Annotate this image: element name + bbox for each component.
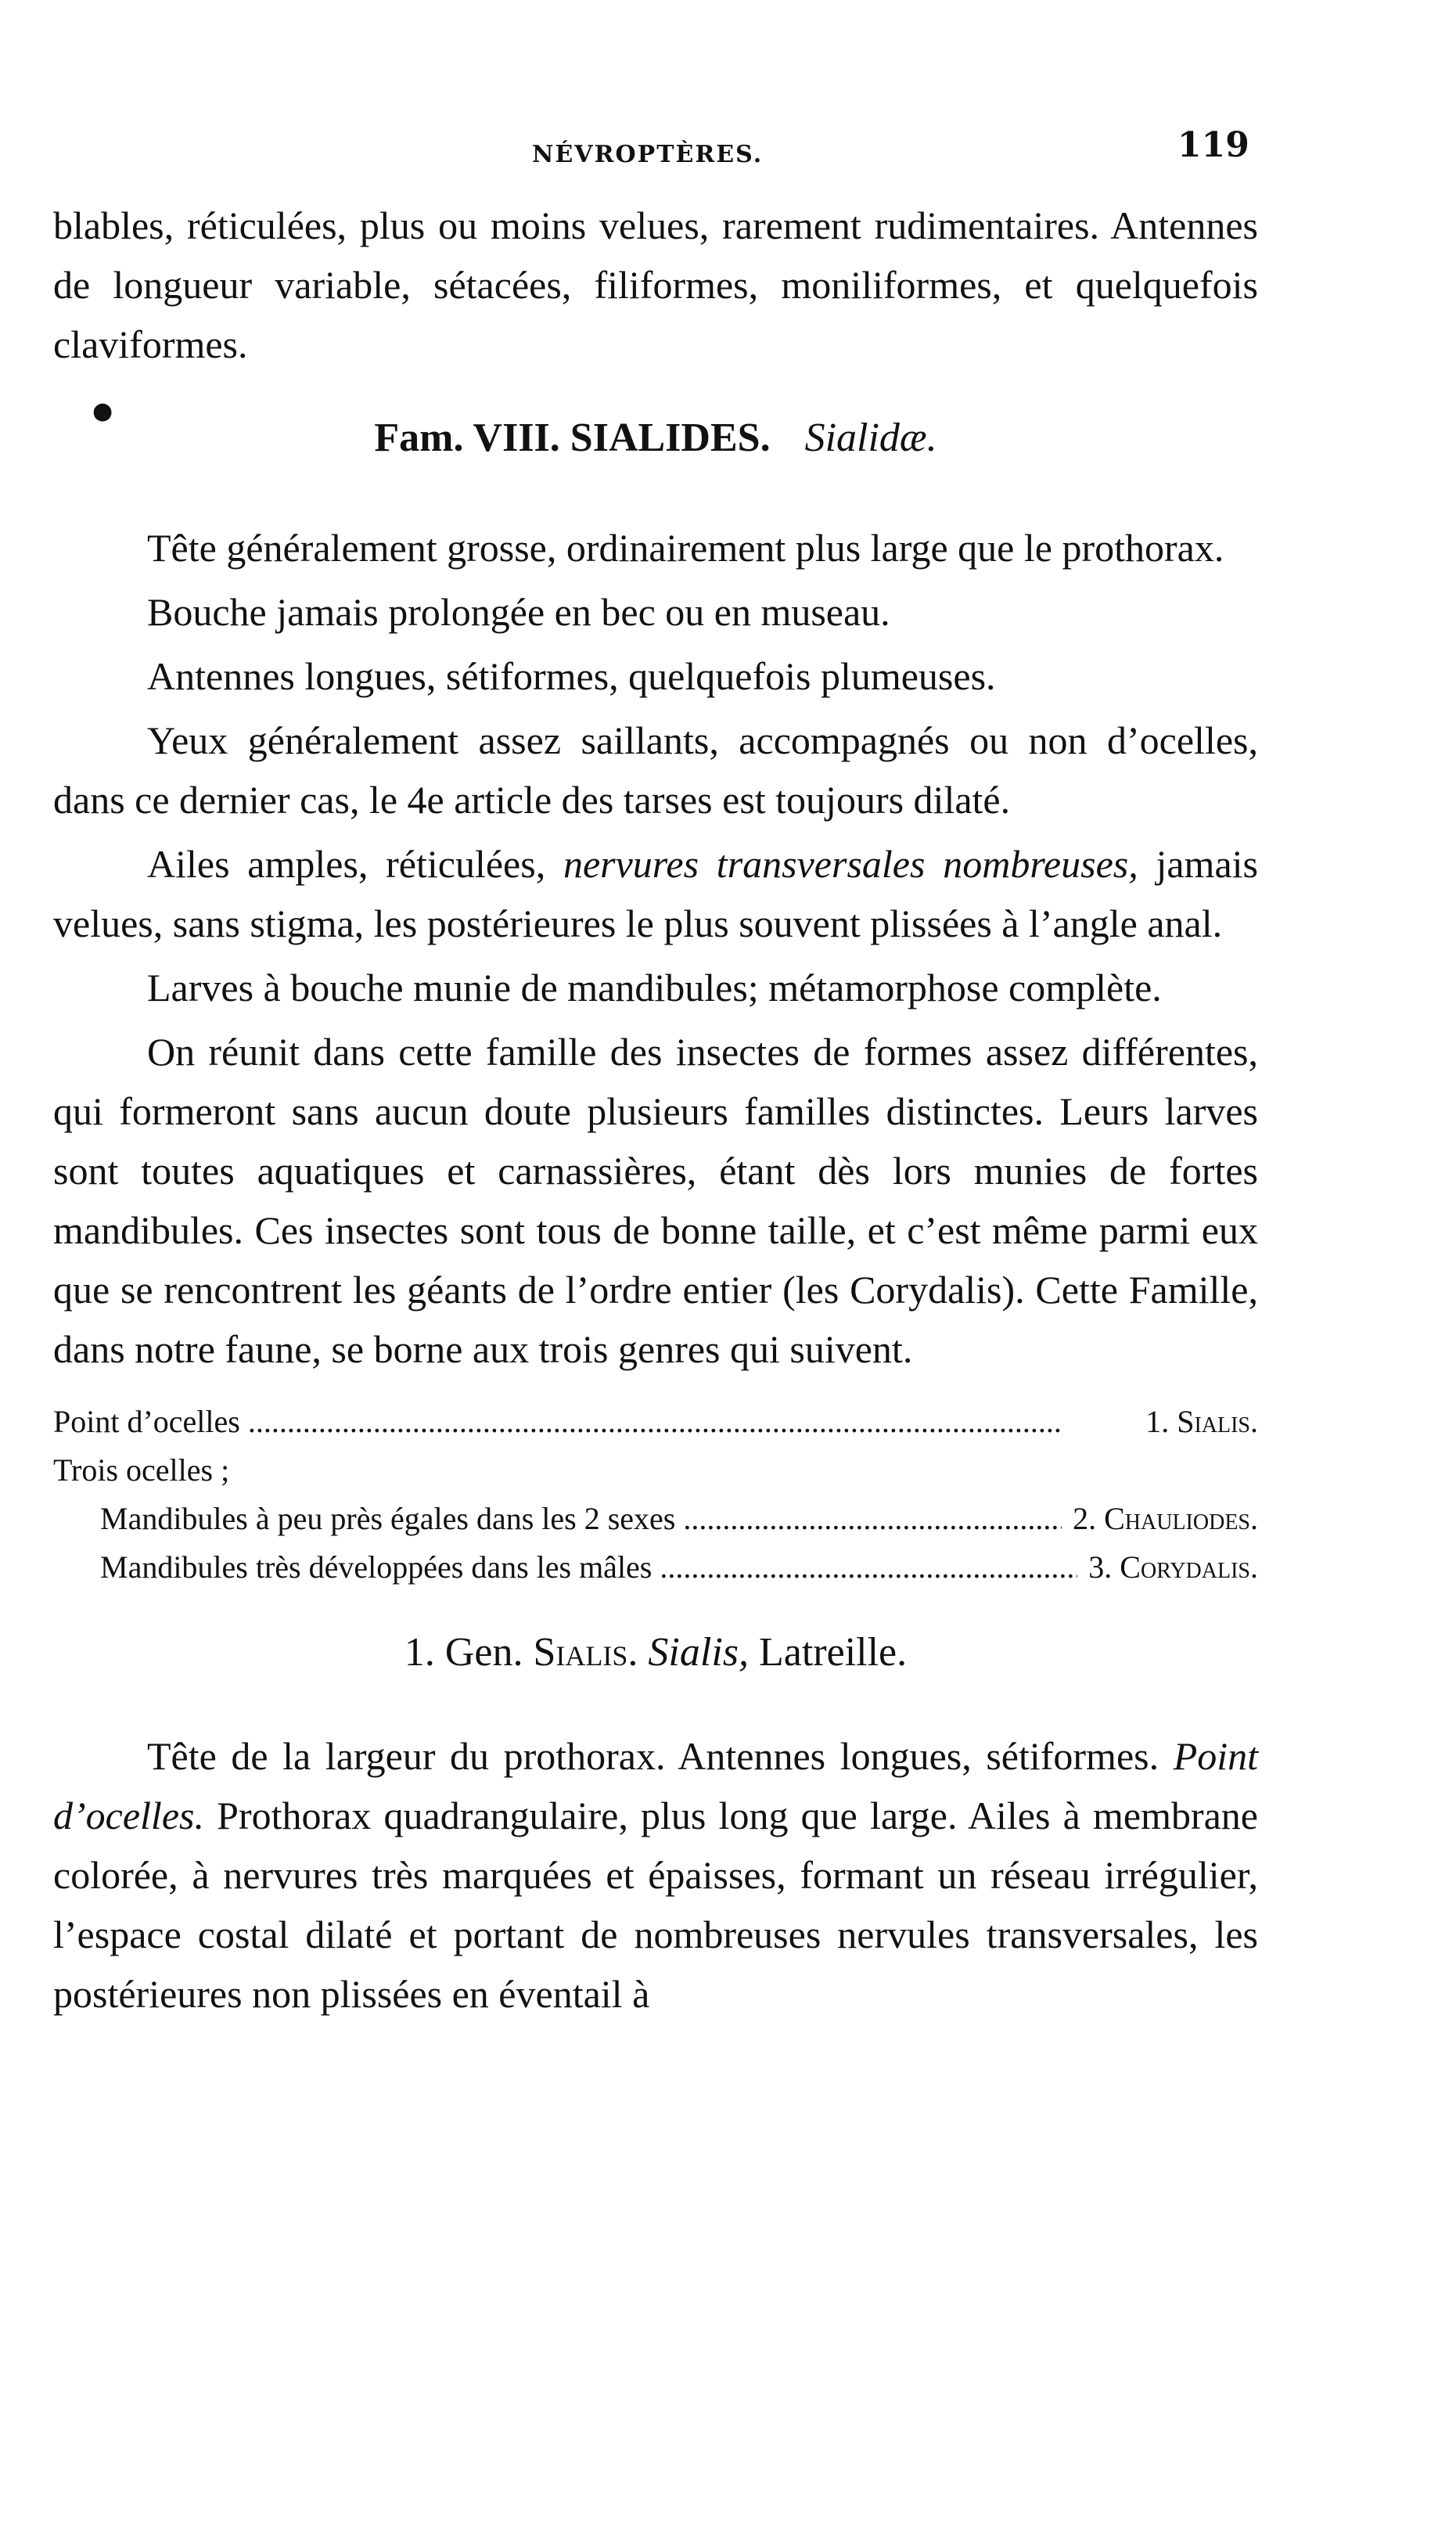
text-run: jamais velues, sans stigma, les postérieures le plus souvent plissées à l’angle anal. (53, 842, 1258, 945)
key-row (53, 1495, 1258, 1543)
text-run: Ailes amples, réticulées, (147, 842, 546, 886)
family-latin-name: Sialidæ. (804, 416, 937, 460)
family-heading (53, 408, 1258, 468)
family-title: Fam. VIII. SIALIDES. (374, 416, 771, 460)
intro-paragraph: blables, réticulées, plus ou moins velues, rarement rudimentaires. Antennes de longueur variable, sétacées, filiformes, moniliformes, et quelquefois claviformes. (53, 203, 1258, 366)
genus-name: Sialis. (533, 1630, 638, 1675)
discussion-paragraph: On réunit dans cette famille des insectes de formes assez différentes, qui formeront sans aucun doute plusieurs familles distinctes. Leurs larves sont toutes aquatiques et carnassières, étant dès lors munies de fortes mandibules. Ces insectes sont tous de bonne taille, et c’est même parmi eux que se rencontrent les géants de l’ordre entier (les Corydalis). Cette Famille, dans notre faune, se borne aux trois genres qui suivent. (53, 1030, 1258, 1371)
key-result: 3. Corydalis. (1088, 1549, 1258, 1585)
key-row (53, 1398, 1258, 1446)
key-row (53, 1543, 1258, 1592)
key-label: Trois ocelles ; (53, 1452, 230, 1488)
character-paragraph: Tête généralement grosse, ordinairement plus large que le prothorax. (147, 526, 1224, 570)
character-paragraph: Bouche jamais prolongée en bec ou en museau. (147, 590, 890, 634)
text-run: Prothorax quadrangulaire, plus long que large. Ailes à membrane colorée, à nervures très marquées et épaisses, formant un réseau irrégulier, l’espace costal dilaté et portant de nombreuses nervules transversales, les postérieures non plissées en éventail à (53, 1794, 1258, 2016)
key-label: Mandibules à peu près égales dans les 2 sexes ..... (100, 1495, 1062, 1543)
genus-description (53, 1726, 1258, 2024)
key-result: 1. Sialis. (1145, 1404, 1258, 1439)
genus-latin-name: Sialis, (648, 1630, 749, 1675)
character-paragraph: Antennes longues, sétiformes, quelquefois plumeuses. (147, 654, 996, 698)
text-run: Tête de la largeur du prothorax. Antennes longues, sétiformes. (147, 1734, 1159, 1778)
genus-key (53, 1398, 1258, 1592)
running-header (0, 117, 1456, 180)
key-label: Point d’ocelles ..... (53, 1398, 1134, 1446)
genus-author: Latreille. (759, 1630, 908, 1675)
bullet-mark: ● (92, 398, 113, 425)
genus-heading (53, 1623, 1258, 1682)
key-result: 2. Chauliodes. (1073, 1501, 1258, 1536)
emphasis-text: Point d’ocelles. (53, 1734, 1259, 1837)
character-paragraph: Larves à bouche munie de mandibules; métamorphose complète. (147, 966, 1162, 1009)
running-title: NÉVROPTÈRES. (532, 141, 764, 168)
key-label: Mandibules très développées dans les mâles ..... (100, 1543, 1077, 1592)
genus-number: 1. Gen. (404, 1630, 523, 1675)
body-text (53, 196, 1258, 2028)
emphasis-text: nervures transversales nombreuses, (563, 842, 1138, 886)
page-number: 119 (1177, 125, 1249, 165)
character-paragraph: Yeux généralement assez saillants, accompagnés ou non d’ocelles, dans ce dernier cas, le 4e article des tarses est toujours dilaté. (53, 718, 1258, 822)
character-paragraph (53, 834, 1258, 953)
